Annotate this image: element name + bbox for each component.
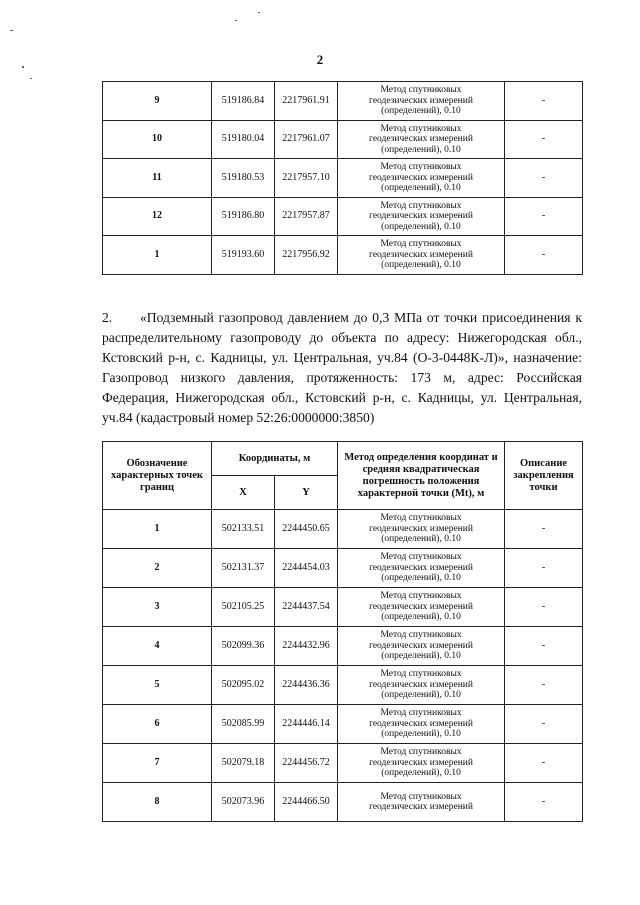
method-cell <box>338 159 505 198</box>
table-row <box>103 666 583 705</box>
point-cell: 4 <box>103 627 212 666</box>
x-cell: 502085.99 <box>212 705 275 744</box>
method-line: геодезических измерений <box>369 640 473 651</box>
method-cell <box>338 510 505 549</box>
x-cell: 519193.60 <box>212 236 275 275</box>
method-line: (определений), 0.10 <box>381 106 461 116</box>
table-row <box>103 120 583 159</box>
method-line: геодезических измерений <box>369 802 473 812</box>
method-cell <box>338 744 505 783</box>
table-row <box>103 627 583 666</box>
method-line: Метод спутниковых <box>380 85 462 95</box>
x-cell: 502131.37 <box>212 549 275 588</box>
point-cell: 6 <box>103 705 212 744</box>
method-line: Метод спутниковых <box>380 708 462 719</box>
method-line: (определений), 0.10 <box>381 690 461 701</box>
header-y: Y <box>275 476 338 510</box>
fixing-cell: - <box>505 197 583 236</box>
method-line: Метод спутниковых <box>380 513 462 524</box>
y-cell: 2244437.54 <box>275 588 338 627</box>
method-line: (определений), 0.10 <box>381 260 461 270</box>
table-row <box>103 82 583 121</box>
point-cell: 1 <box>103 236 212 275</box>
point-cell: 3 <box>103 588 212 627</box>
method-line: Метод спутниковых <box>380 591 462 602</box>
header-method: Метод определения координат и средняя квадратическая погрешность положения характерной точки (Mt), м <box>338 442 505 510</box>
fixing-cell: - <box>505 82 583 121</box>
fixing-cell: - <box>505 510 583 549</box>
table-row <box>103 549 583 588</box>
y-cell: 2244456.72 <box>275 744 338 783</box>
y-cell: 2217961.07 <box>275 120 338 159</box>
method-line: геодезических измерений <box>369 249 473 260</box>
y-cell: 2244450.65 <box>275 510 338 549</box>
method-line: (определений), 0.10 <box>381 651 461 662</box>
method-cell <box>338 120 505 159</box>
x-cell: 519180.53 <box>212 159 275 198</box>
method-line: Метод спутниковых <box>380 239 462 249</box>
point-cell: 2 <box>103 549 212 588</box>
fixing-cell: - <box>505 783 583 822</box>
point-cell: 5 <box>103 666 212 705</box>
method-line: Метод спутниковых <box>380 630 462 641</box>
y-cell: 2217961.91 <box>275 82 338 121</box>
method-line: (определений), 0.10 <box>381 183 461 193</box>
method-line: геодезических измерений <box>369 718 473 729</box>
table-row <box>103 588 583 627</box>
x-cell: 502079.18 <box>212 744 275 783</box>
method-line: геодезических измерений <box>369 172 473 183</box>
point-cell: 12 <box>103 197 212 236</box>
x-cell: 519186.84 <box>212 82 275 121</box>
method-cell <box>338 588 505 627</box>
point-cell: 8 <box>103 783 212 822</box>
method-line: геодезических измерений <box>369 211 473 221</box>
y-cell: 2217957.10 <box>275 159 338 198</box>
x-cell: 502073.96 <box>212 783 275 822</box>
table-row <box>103 744 583 783</box>
y-cell: 2217957.87 <box>275 197 338 236</box>
scan-speck <box>10 30 13 31</box>
fixing-cell: - <box>505 120 583 159</box>
table-row <box>103 159 583 198</box>
method-line: (определений), 0.10 <box>381 729 461 740</box>
point-cell: 9 <box>103 82 212 121</box>
point-cell: 10 <box>103 120 212 159</box>
y-cell: 2244466.50 <box>275 783 338 822</box>
point-cell: 11 <box>103 159 212 198</box>
header-x: X <box>212 476 275 510</box>
fixing-cell: - <box>505 236 583 275</box>
table-row <box>103 705 583 744</box>
method-line: (определений), 0.10 <box>381 612 461 623</box>
method-cell <box>338 236 505 275</box>
fixing-cell: - <box>505 705 583 744</box>
method-cell <box>338 197 505 236</box>
fixing-cell: - <box>505 744 583 783</box>
y-cell: 2244446.14 <box>275 705 338 744</box>
table-row <box>103 197 583 236</box>
point-cell: 7 <box>103 744 212 783</box>
method-line: геодезических измерений <box>369 95 473 106</box>
x-cell: 502099.36 <box>212 627 275 666</box>
y-cell: 2244436.36 <box>275 666 338 705</box>
method-cell <box>338 705 505 744</box>
scan-speck <box>30 78 32 79</box>
scan-speck <box>258 12 260 13</box>
method-line: (определений), 0.10 <box>381 573 461 584</box>
fixing-cell: - <box>505 627 583 666</box>
method-line: (определений), 0.10 <box>381 534 461 545</box>
method-line: (определений), 0.10 <box>381 768 461 779</box>
method-cell <box>338 627 505 666</box>
coordinates-table-continued <box>102 81 583 275</box>
y-cell: 2217956.92 <box>275 236 338 275</box>
table-row <box>103 236 583 275</box>
scan-speck <box>235 20 237 21</box>
method-line: геодезических измерений <box>369 601 473 612</box>
page-number: 2 <box>316 52 324 67</box>
section-2-paragraph <box>102 308 582 428</box>
method-cell <box>338 549 505 588</box>
method-line: Метод спутниковых <box>380 669 462 680</box>
point-cell: 1 <box>103 510 212 549</box>
x-cell: 502105.25 <box>212 588 275 627</box>
table2-body <box>103 510 583 822</box>
method-cell <box>338 82 505 121</box>
section-number: 2. <box>102 310 113 325</box>
method-line: геодезических измерений <box>369 523 473 534</box>
section-text: «Подземный газопровод давлением до 0,3 МПа от точки присоединения к распределительному газопроводу до объекта по адресу: Нижегородская обл., Кстовский р-н, с. Кадницы, ул. Центральная, уч.84 (О-3-0448К-Л)», назначение: Газопровод низкого давления, протяженность: 173 м, адрес: Российская Федерация, Нижегородская обл., Кстовский р-н, с. Кадницы, ул. Центральная, уч.84 (кадастровый номер 52:26:0000000:3850) <box>102 310 582 425</box>
x-cell: 519186.80 <box>212 197 275 236</box>
x-cell: 519180.04 <box>212 120 275 159</box>
fixing-cell: - <box>505 549 583 588</box>
header-fixing: Описание закрепления точки <box>505 442 583 510</box>
method-line: геодезических измерений <box>369 562 473 573</box>
table-row <box>103 783 583 822</box>
method-line: (определений), 0.10 <box>381 144 461 155</box>
table-row <box>103 510 583 549</box>
method-cell <box>338 783 505 822</box>
method-line: Метод спутниковых <box>380 791 462 802</box>
x-cell: 502095.02 <box>212 666 275 705</box>
header-point: Обозначение характерных точек границ <box>103 442 212 510</box>
coordinates-table <box>102 441 583 822</box>
table1-body <box>103 82 583 275</box>
method-line: Метод спутниковых <box>380 162 462 172</box>
x-cell: 502133.51 <box>212 510 275 549</box>
method-line: геодезических измерений <box>369 757 473 768</box>
fixing-cell: - <box>505 588 583 627</box>
method-line: (определений), 0.10 <box>381 221 461 232</box>
method-line: Метод спутниковых <box>380 200 462 211</box>
y-cell: 2244432.96 <box>275 627 338 666</box>
fixing-cell: - <box>505 666 583 705</box>
header-coords: Координаты, м <box>212 442 338 476</box>
y-cell: 2244454.03 <box>275 549 338 588</box>
method-line: геодезических измерений <box>369 134 473 144</box>
method-cell <box>338 666 505 705</box>
method-line: Метод спутниковых <box>380 123 462 134</box>
method-line: Метод спутниковых <box>380 552 462 563</box>
fixing-cell: - <box>505 159 583 198</box>
method-line: Метод спутниковых <box>380 747 462 758</box>
method-line: геодезических измерений <box>369 679 473 690</box>
